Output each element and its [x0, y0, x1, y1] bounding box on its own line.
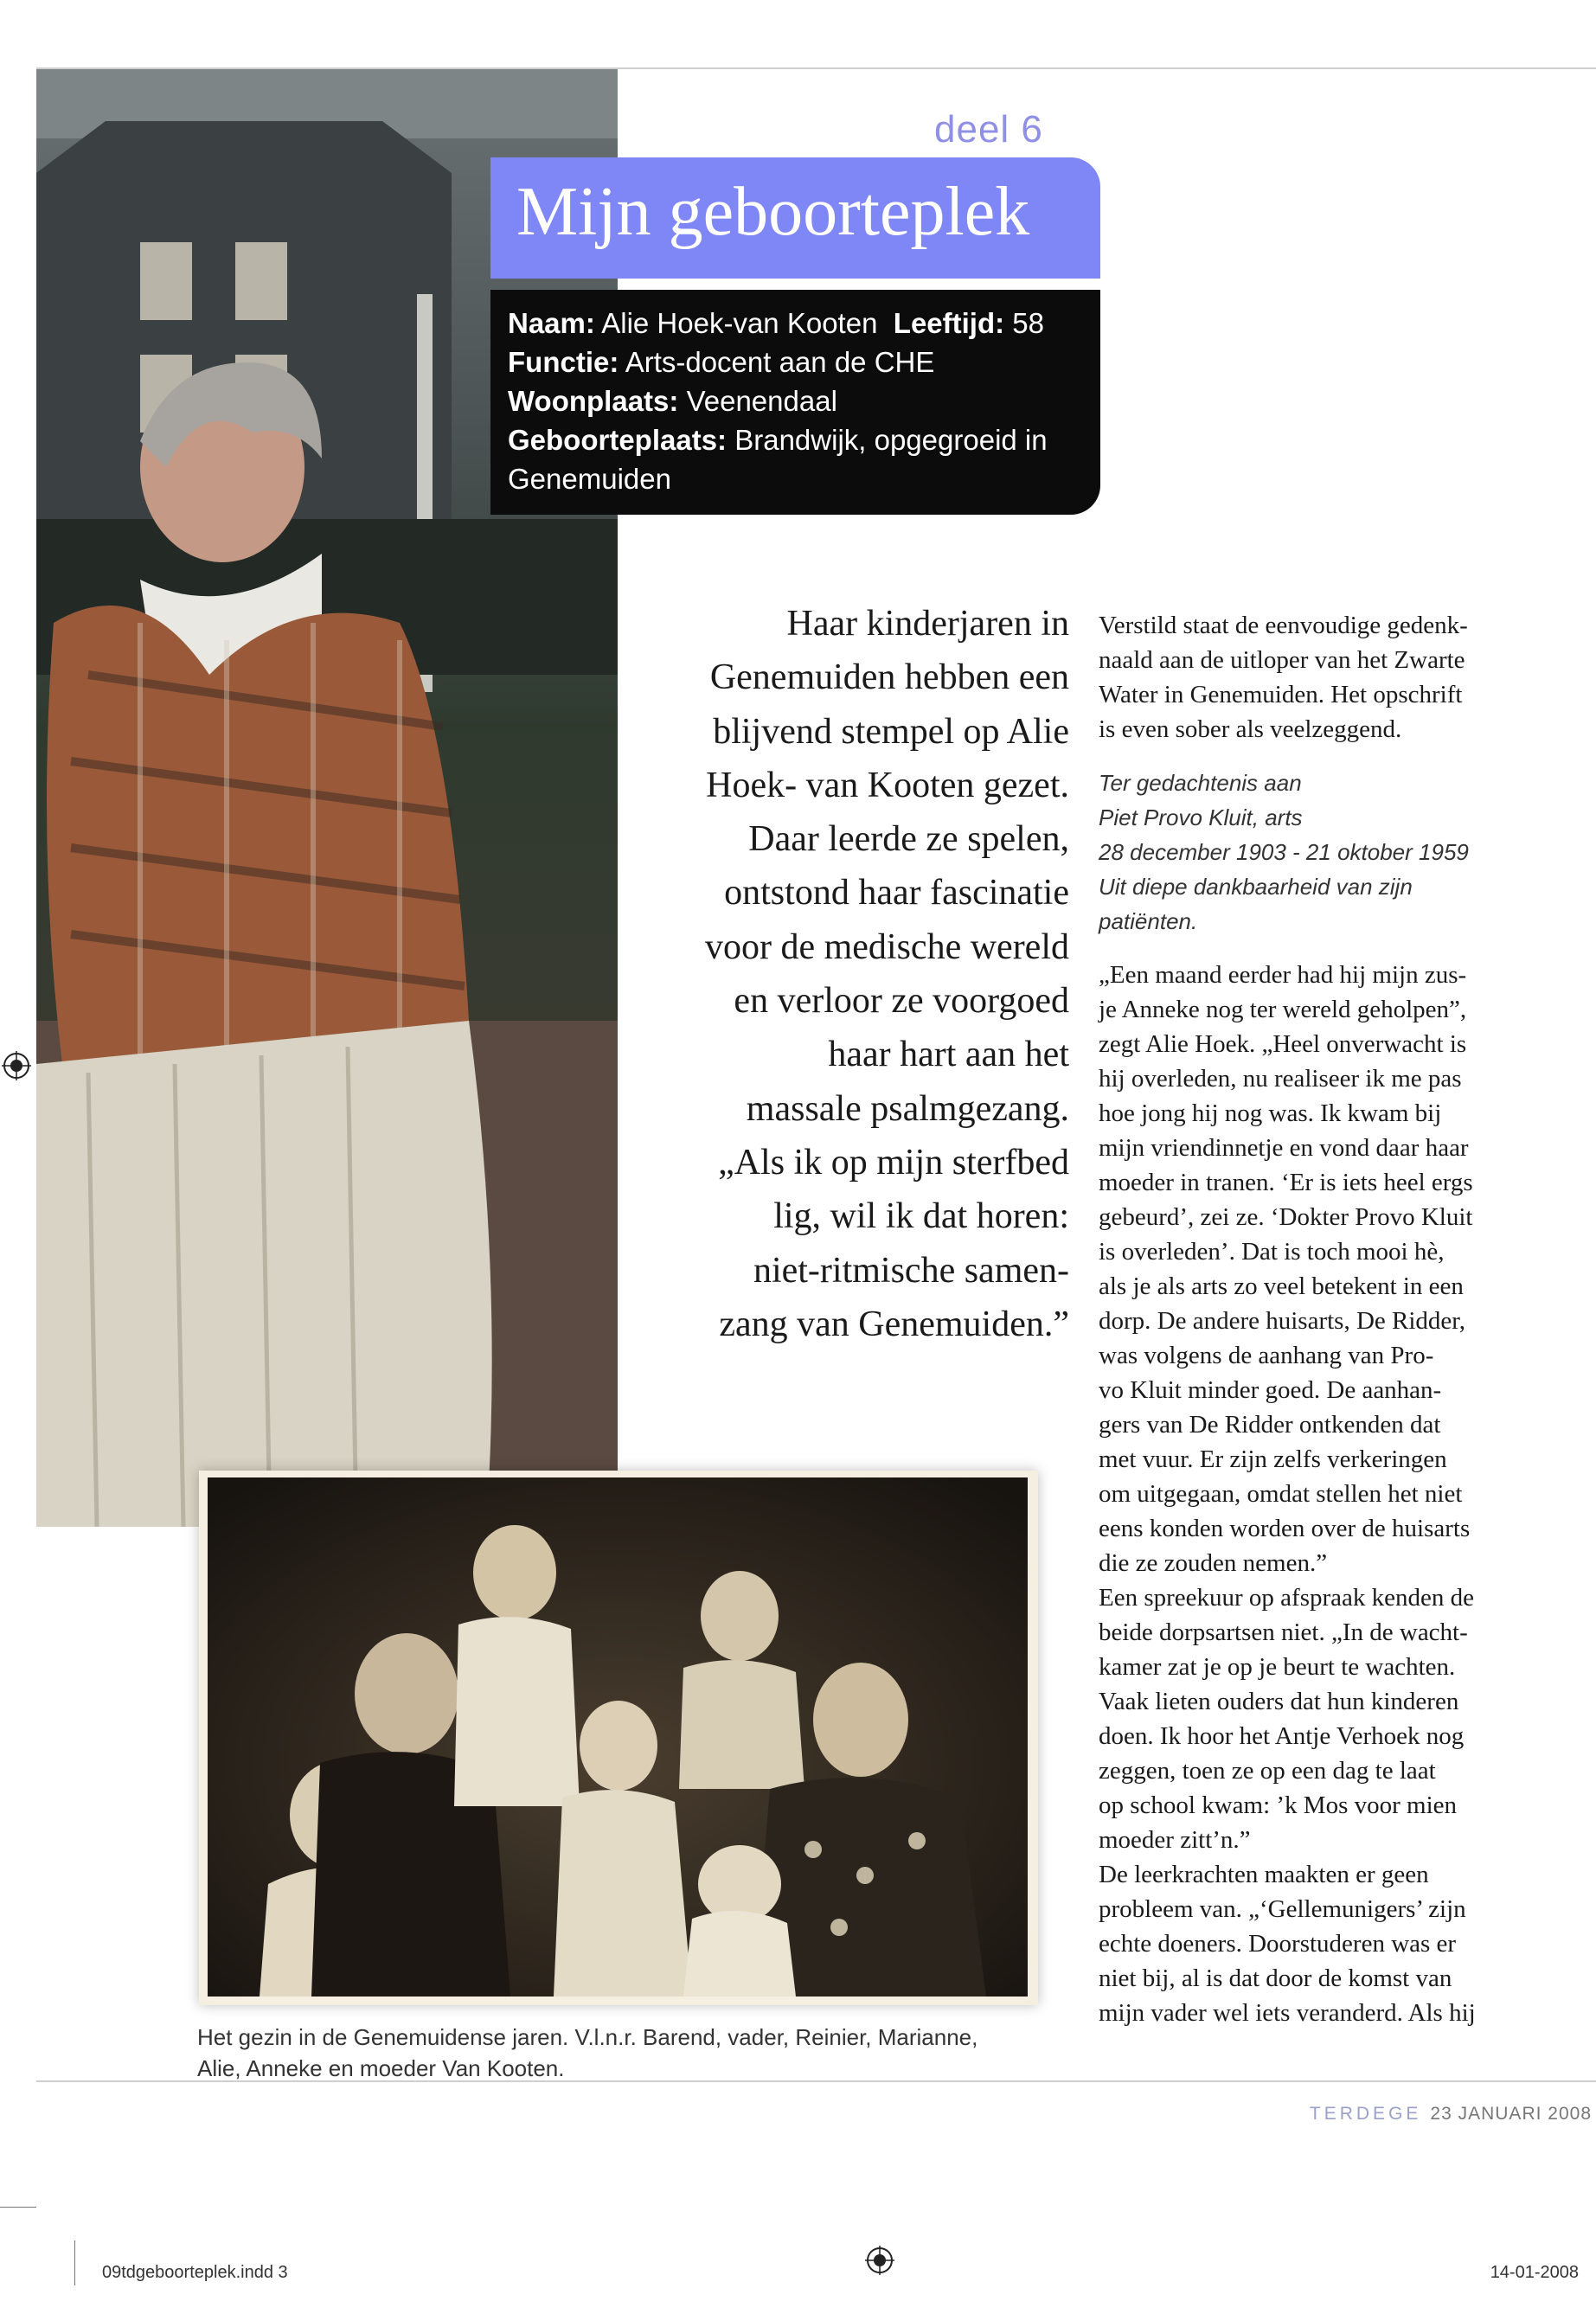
para1-line: naald aan de uitloper van het Zwarte — [1099, 646, 1465, 674]
para1-line: is even sober als veelzeggend. — [1099, 715, 1402, 743]
intro-line: en verloor ze voorgoed — [734, 981, 1069, 1022]
para2-line: je Anneke nog ter wereld geholpen”, — [1099, 996, 1467, 1023]
para2-line: vo Kluit minder goed. De aanhan- — [1099, 1376, 1442, 1404]
series-label: deel 6 — [934, 108, 1043, 151]
profile-line-naam — [508, 304, 1083, 343]
geboorteplaats-value: Brandwijk, opgegroeid in — [734, 424, 1048, 456]
inscription-quote — [1099, 766, 1548, 939]
magazine-name: TERDEGE — [1309, 2104, 1422, 2124]
intro-line: zang van Genemuiden.” — [719, 1304, 1069, 1344]
inscription-line: Uit diepe dankbaarheid van zijn — [1099, 874, 1413, 900]
para2-line: met vuur. Er zijn zelfs verkeringen — [1099, 1445, 1447, 1473]
registration-mark-icon — [2, 1051, 31, 1080]
woonplaats-label: Woonplaats: — [508, 385, 679, 417]
para2-line: hij overleden, nu realiseer ik me pas — [1099, 1065, 1462, 1093]
para2-line: gebeurd’, zei ze. ‘Dokter Provo Kluit — [1099, 1203, 1473, 1231]
bottom-rule — [36, 2080, 1596, 2082]
para2-line: moeder in tranen. ‘Er is iets heel ergs — [1099, 1169, 1473, 1196]
para1-line: Water in Genemuiden. Het opschrift — [1099, 681, 1463, 708]
inscription-line: 28 december 1903 - 21 oktober 1959 — [1099, 839, 1469, 865]
para2-line: is overleden’. Dat is toch mooi hè, — [1099, 1238, 1445, 1266]
intro-line: Genemuiden hebben een — [709, 657, 1069, 698]
para2-line: Vaak lieten ouders dat hun kinderen — [1099, 1688, 1459, 1715]
para2-line: eens konden worden over de huisarts — [1099, 1515, 1471, 1542]
geboorteplaats-label: Geboorteplaats: — [508, 424, 727, 456]
para2-line: gers van De Ridder ontkenden dat — [1099, 1411, 1441, 1439]
leeftijd-value: 58 — [1012, 307, 1044, 339]
intro-text — [640, 597, 1069, 1351]
photo-caption — [197, 2022, 1045, 2084]
inscription-line: patiënten. — [1099, 908, 1198, 934]
title-banner — [490, 157, 1100, 279]
para2-line: „Een maand eerder had hij mijn zus- — [1099, 961, 1467, 989]
intro-line: Haar kinderjaren in — [786, 604, 1069, 644]
profile-line-functie — [508, 343, 1083, 381]
para2-line: op school kwam: ’k Mos voor mien — [1099, 1791, 1458, 1819]
intro-line: lig, wil ik dat horen: — [773, 1196, 1069, 1237]
intro-line: voor de medische wereld — [704, 926, 1069, 967]
para2-line: niet bij, al is dat door de komst van — [1099, 1965, 1452, 1992]
para2-line: Een spreekuur op afspraak kenden de — [1099, 1584, 1475, 1612]
profile-line-woonplaats — [508, 381, 1083, 420]
para2-line: dorp. De andere huisarts, De Ridder, — [1099, 1307, 1466, 1335]
para2-line: hoe jong hij nog was. Ik kwam bij — [1099, 1099, 1442, 1127]
hero-photo — [36, 69, 618, 1527]
profile-line-geboorteplaats — [508, 420, 1083, 459]
para2-line: zegt Alie Hoek. „Heel onverwacht is — [1099, 1030, 1467, 1058]
para2-line: doen. Ik hoor het Antje Verhoek nog — [1099, 1722, 1465, 1750]
slug-date: 14-01-2008 — [1490, 2263, 1579, 2282]
para2-line: De leerkrachten maakten er geen — [1099, 1861, 1429, 1888]
caption-line-1: Het gezin in de Genemuidense jaren. V.l.n.r. Barend, vader, Reinier, Marianne, — [197, 2024, 978, 2050]
naam-value: Alie Hoek-van Kooten — [601, 307, 878, 339]
para2-line: beide dorpsartsen niet. „In de wacht- — [1099, 1618, 1468, 1646]
slug-filename: 09tdgeboorteplek.indd 3 — [102, 2263, 288, 2282]
issue-date: 23 JANUARI 2008 — [1430, 2104, 1592, 2124]
intro-line: ontstond haar fascinatie — [724, 873, 1069, 913]
naam-label: Naam: — [508, 307, 595, 339]
para2-line: die ze zouden nemen.” — [1099, 1549, 1328, 1577]
intro-line: blijvend stempel op Alie — [713, 711, 1069, 752]
geboorteplaats-value-cont: Genemuiden — [508, 463, 671, 495]
functie-label: Functie: — [508, 346, 619, 378]
intro-line: „Als ik op mijn sterfbed — [718, 1142, 1069, 1183]
body-paragraph-2 — [1099, 958, 1548, 2030]
para2-line: kamer zat je op je beurt te wachten. — [1099, 1653, 1456, 1681]
para2-line: zeggen, toen ze op een dag te laat — [1099, 1757, 1436, 1785]
intro-line: Hoek- van Kooten gezet. — [706, 765, 1069, 805]
family-photo — [199, 1471, 1038, 2005]
para2-line: moeder zitt’n.” — [1099, 1826, 1251, 1854]
caption-line-2: Alie, Anneke en moeder Van Kooten. — [197, 2055, 565, 2081]
profile-box — [490, 290, 1100, 515]
para2-line: om uitgegaan, omdat stellen het niet — [1099, 1480, 1463, 1508]
para2-line: als je als arts zo veel betekent in een — [1099, 1272, 1464, 1300]
intro-line: niet-ritmische samen- — [753, 1250, 1069, 1291]
functie-value: Arts-docent aan de CHE — [625, 346, 935, 378]
body-paragraph-1 — [1099, 608, 1548, 747]
page-title: Mijn geboorteplek — [516, 174, 1030, 250]
crop-mark — [74, 2240, 75, 2285]
intro-line: haar hart aan het — [828, 1035, 1069, 1075]
intro-line: Daar leerde ze spelen, — [748, 819, 1069, 860]
para2-line: mijn vriendinnetje en vond daar haar — [1099, 1134, 1469, 1162]
para2-line: mijn vader wel iets veranderd. Als hij — [1099, 1999, 1476, 2027]
para1-line: Verstild staat de eenvoudige gedenk- — [1099, 612, 1468, 639]
intro-line: massale psalmgezang. — [746, 1088, 1069, 1129]
leeftijd-label: Leeftijd: — [893, 307, 1005, 339]
woonplaats-value: Veenendaal — [686, 385, 837, 417]
inscription-line: Piet Provo Kluit, arts — [1099, 804, 1303, 830]
footer — [1125, 2104, 1592, 2125]
inscription-line: Ter gedachtenis aan — [1099, 770, 1302, 796]
para2-line: was volgens de aanhang van Pro- — [1099, 1342, 1434, 1369]
crop-mark — [0, 2207, 36, 2208]
body-column — [1099, 608, 1548, 2030]
registration-mark-icon — [865, 2246, 894, 2275]
para2-line: echte doeners. Doorstuderen was er — [1099, 1930, 1457, 1958]
para2-line: probleem van. „‘Gellemunigers’ zijn — [1099, 1895, 1466, 1923]
